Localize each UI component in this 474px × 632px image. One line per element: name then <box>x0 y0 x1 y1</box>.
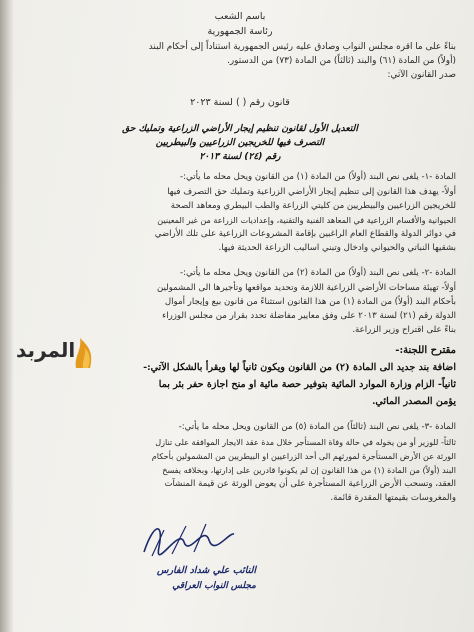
article-1-line: للخريجين الزراعيين والبيطريين من كليتي الزراعة والطب البيطري ومعاهد الصحة <box>170 201 456 211</box>
article-3-heading: المادة -٣- يلغى نص البند (ثالثاً) من المادة (٥) من القانون ويحل محله ما يأتي:- <box>178 422 456 432</box>
article-2-line: الدولة رقم (٢١) لسنة ٢٠١٣ على وفق معايير مفاضلة تحدد بقرار من مجلس الوزراء <box>162 311 456 321</box>
preamble-line: بناءً على ما اقره مجلس النواب وصادق عليه رئيس الجمهورية استناداً إلى أحكام البند <box>148 42 456 52</box>
article-1-line: في دوائر الدولة والقطاع العام الراغبين بإقامة المشروعات الزراعية على تلك الأراضي <box>154 229 456 239</box>
article-2-line: أولاً- تهيئة مساحات الأراضي الزراعية اللازمة وتحديد مواقعها وتأجيرها الى المشمولين <box>156 283 456 293</box>
header-people: باسم الشعب <box>214 11 266 22</box>
article-3-line: الورثة عن الأرض المستأجرة لمورثهم الى أحد الزراعيين او البيطريين من المشمولين بأحكام <box>151 451 456 461</box>
committee-heading: مقترح اللجنة:- <box>395 345 456 356</box>
law-title-line: التعديل الأول لقانون تنظيم إيجار الأراضي الزراعية وتمليك حق <box>122 123 358 134</box>
article-1-heading: المادة -١- يلغى نص البند (أولاً) من المادة (١) من القانون ويحل محله ما يأتي:- <box>180 172 456 182</box>
page-shadow <box>0 0 14 632</box>
preamble-line: (أولاً) من المادة (٦١) والبند (ثالثاً) من المادة (٧٣) من الدستور. <box>227 56 456 66</box>
logo-text: المربد <box>16 338 76 362</box>
article-1-line: بشقيها النباتي والحيواني وادخال وتبني اساليب الزراعة الحديثة فيها. <box>218 243 456 253</box>
article-2-heading: المادة -٢- يلغى نص البند (أولاً) من المادة (٢) من القانون ويحل محله ما يأتي:- <box>180 268 456 278</box>
law-title-line: التصرف فيها للخريجين الزراعيين والبيطريين <box>155 137 325 148</box>
committee-line: ثانياً- الزام وزارة الموارد المائية بتوفير حصة مائية او منح اجازة حفر بئر بما <box>158 379 456 390</box>
article-3-line: البند (أولاً) من المادة (١) من هذا القانون إن لم يكونوا قادرين على إدارتها، وبخلافه يفسخ <box>162 465 456 475</box>
article-3-line: والمغروسات بقيمتها المقدرة قائمة. <box>330 493 456 503</box>
article-2-line: بأحكام البند (أولاً) من المادة (١) من هذا القانون استثناءً من قانون بيع وإيجار أموال <box>164 297 456 307</box>
article-3-line: العقد، وتسحب الأرض الزراعية المستأجرة على أن يعوض الورثة عن قيمة المنشآت <box>164 479 456 489</box>
article-1-line: أولاً- يهدف هذا القانون إلى تنظيم إيجار الأراضي الزراعية وتمليك حق التصرف فيها <box>167 187 456 197</box>
committee-line: اضافة بند جديد الى المادة (٢) من القانون ويكون ثانياً لها ويقرأ بالشكل الآتي:- <box>143 362 456 373</box>
watermark-logo <box>6 332 100 372</box>
logo-flame-icon <box>72 334 98 370</box>
article-3-line: ثالثاً- للوزير أو من يخوله في حالة وفاة المستأجر خلال مدة عقد الايجار الموافقة على تنازل <box>155 437 456 447</box>
header-presidency: رئاسة الجمهورية <box>207 26 273 37</box>
signatory-title: مجلس النواب العراقي <box>172 581 256 591</box>
preamble-line: صدر القانون الآتي: <box>387 70 456 80</box>
committee-line: يؤمن المصدر المائي. <box>372 396 456 407</box>
signature-scribble <box>134 512 244 572</box>
signatory-name: النائب علي شداد الفارس <box>156 565 256 576</box>
article-1-line: الحيوانية والأقسام الزراعية في المعاهد الفنية والتقنية، وإعداديات الزراعة من غير المعينين <box>157 215 456 225</box>
article-2-line: بناءً على اقتراح وزير الزراعة. <box>352 325 456 335</box>
law-number: قانون رقم ( ) لسنة ٢٠٢٣ <box>190 97 290 108</box>
law-title-line: رقم (٢٤) لسنة ٢٠١٣ <box>199 151 281 162</box>
